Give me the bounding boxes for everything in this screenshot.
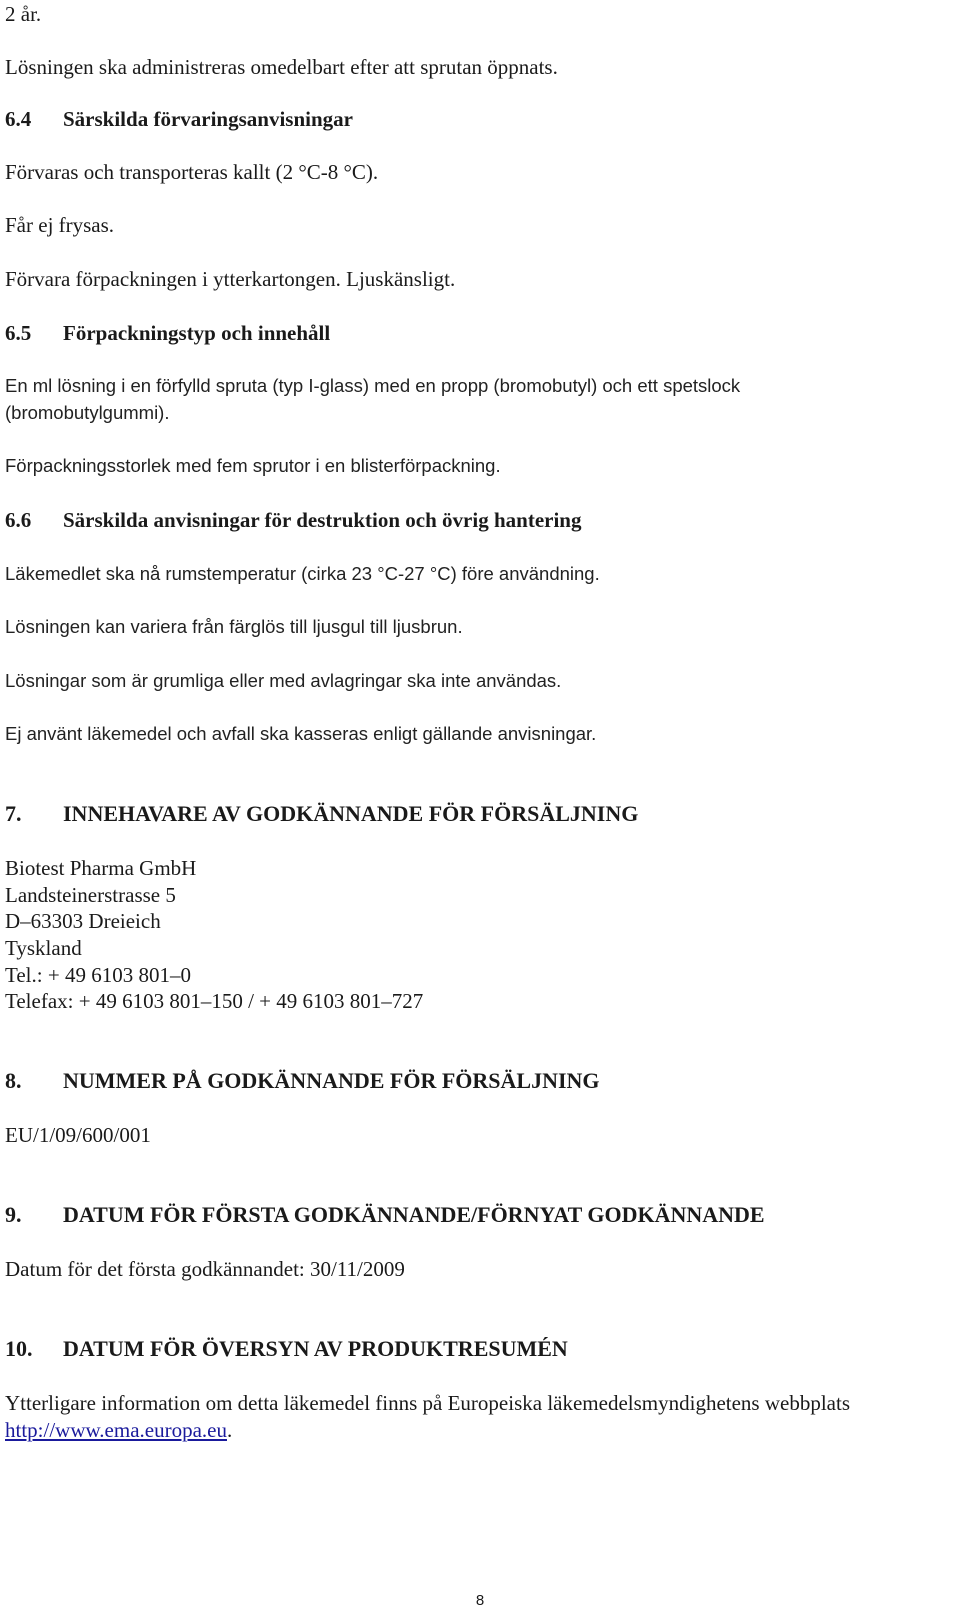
package-line: En ml lösning i en förfylld spruta (typ I-glass) med en propp (bromobutyl) och ett spetslock [5,375,741,396]
address-line: Tel.: + 49 6103 801–0 [5,963,191,987]
section-8-heading [5,1068,600,1094]
handling-line: Lösningen kan variera från färglös till ljusgul till ljusbrun. [5,616,463,637]
address-line: Landsteinerstrasse 5 [5,883,176,907]
link-suffix: . [227,1418,233,1442]
page-number: 8 [475,1592,485,1609]
storage-line: Får ej frysas. [5,213,115,237]
shelf-life-tail: 2 år. [5,2,42,26]
section-6-5-heading [5,320,330,346]
section-title: INNEHAVARE AV GODKÄNNANDE FÖR FÖRSÄLJNING [63,801,639,826]
ema-website-link[interactable]: http://www.ema.europa.eu [5,1418,227,1442]
section-number: 10. [5,1336,33,1361]
section-6-6-heading [5,507,581,533]
section-number: 6.5 [5,321,32,345]
section-9-heading [5,1202,765,1228]
section-number: 6.4 [5,107,32,131]
address-line: Biotest Pharma GmbH [5,856,197,880]
section-title: DATUM FÖR FÖRSTA GODKÄNNANDE/FÖRNYAT GODKÄNNANDE [63,1202,765,1227]
first-authorisation-date: Datum för det första godkännandet: 30/11/2009 [5,1257,405,1281]
section-10-heading [5,1336,568,1362]
section-title: Särskilda förvaringsanvisningar [63,107,353,131]
address-line: Tyskland [5,936,82,960]
handling-line: Ej använt läkemedel och avfall ska kasseras enligt gällande anvisningar. [5,723,597,744]
more-info-text: Ytterligare information om detta läkemedel finns på Europeiska läkemedelsmyndighetens webbplats [5,1391,850,1415]
section-title: NUMMER PÅ GODKÄNNANDE FÖR FÖRSÄLJNING [63,1068,600,1093]
section-number: 8. [5,1068,22,1093]
storage-line: Förvaras och transporteras kallt (2 °C-8 °C). [5,160,379,184]
handling-line: Läkemedlet ska nå rumstemperatur (cirka 23 °C-27 °C) före användning. [5,563,600,584]
address-line: Telefax: + 49 6103 801–150 / + 49 6103 801–727 [5,989,424,1013]
section-title: DATUM FÖR ÖVERSYN AV PRODUKTRESUMÉN [63,1336,568,1361]
administration-note: Lösningen ska administreras omedelbart efter att sprutan öppnats. [5,55,558,79]
section-number: 9. [5,1202,22,1227]
section-title: Särskilda anvisningar för destruktion och övrig hantering [63,508,582,532]
ema-link-line [5,1417,232,1443]
handling-line: Lösningar som är grumliga eller med avlagringar ska inte användas. [5,670,562,691]
section-6-4-heading [5,106,353,132]
package-line: (bromobutylgummi). [5,402,170,423]
storage-line: Förvara förpackningen i ytterkartongen. Ljuskänsligt. [5,267,456,291]
section-title: Förpackningstyp och innehåll [63,321,331,345]
address-line: D–63303 Dreieich [5,909,161,933]
section-number: 6.6 [5,508,32,532]
package-line: Förpackningsstorlek med fem sprutor i en blisterförpackning. [5,455,501,476]
section-7-heading [5,801,638,827]
authorisation-number: EU/1/09/600/001 [5,1123,151,1147]
section-number: 7. [5,801,22,826]
